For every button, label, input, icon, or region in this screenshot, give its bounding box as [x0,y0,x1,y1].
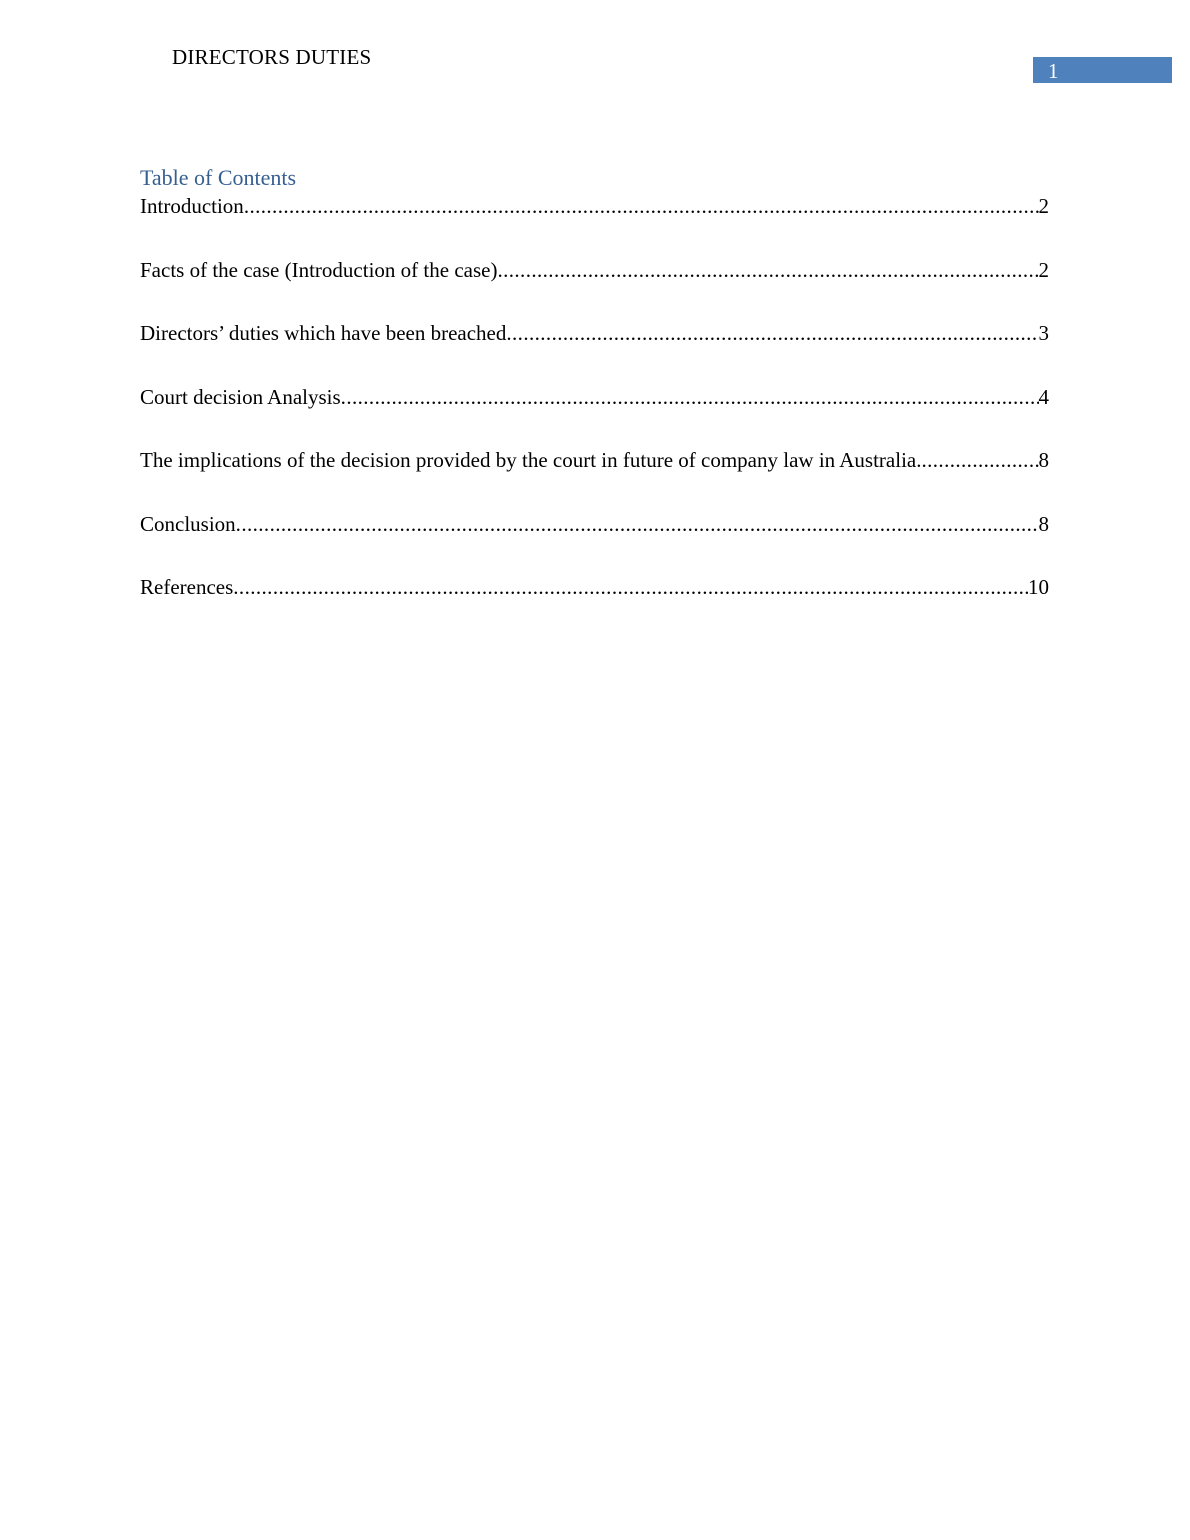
toc-entry-page: 2 [1038,194,1049,218]
table-of-contents [140,164,1049,637]
toc-entry-page: 3 [1038,321,1049,345]
toc-entry-title: Directors’ duties which have been breached [140,321,507,345]
toc-entry-directors-duties-breached[interactable] [140,319,1049,347]
toc-entry-facts-of-the-case[interactable] [140,256,1049,284]
toc-entry-introduction[interactable] [140,192,1049,220]
toc-entry-title: References [140,575,234,599]
toc-entry-page: 8 [1038,511,1049,536]
page-number-badge [1033,57,1172,83]
toc-entry-page: 8 [1038,448,1049,472]
toc-entry-title: The implications of the decision provided by the court in future of company law in Australia. [140,448,922,472]
toc-entry-title: Conclusion [140,511,236,536]
toc-entry-page: 2 [1038,257,1049,282]
toc-entry-page: 10 [1028,575,1049,599]
toc-dot-leader [236,510,1039,538]
toc-entry-court-decision-analysis[interactable] [140,383,1049,411]
toc-list [140,192,1049,601]
toc-entry-title: Introduction [140,194,244,218]
toc-dot-leader [921,446,1038,474]
page-number: 1 [1048,59,1059,83]
toc-dot-leader [506,319,1038,347]
toc-entry-title: Court decision Analysis [140,384,341,409]
toc-heading: Table of Contents [140,165,297,190]
toc-dot-leader [341,383,1039,411]
toc-dot-leader [233,573,1028,601]
toc-entry-page: 4 [1038,384,1049,409]
toc-entry-conclusion[interactable] [140,510,1049,538]
toc-entry-title: Facts of the case (Introduction of the case) [140,257,498,282]
toc-dot-leader [244,192,1039,220]
running-header-title: DIRECTORS DUTIES [172,45,372,69]
toc-entry-implications[interactable] [140,446,1049,474]
toc-entry-references[interactable] [140,573,1049,601]
toc-dot-leader [497,256,1038,284]
